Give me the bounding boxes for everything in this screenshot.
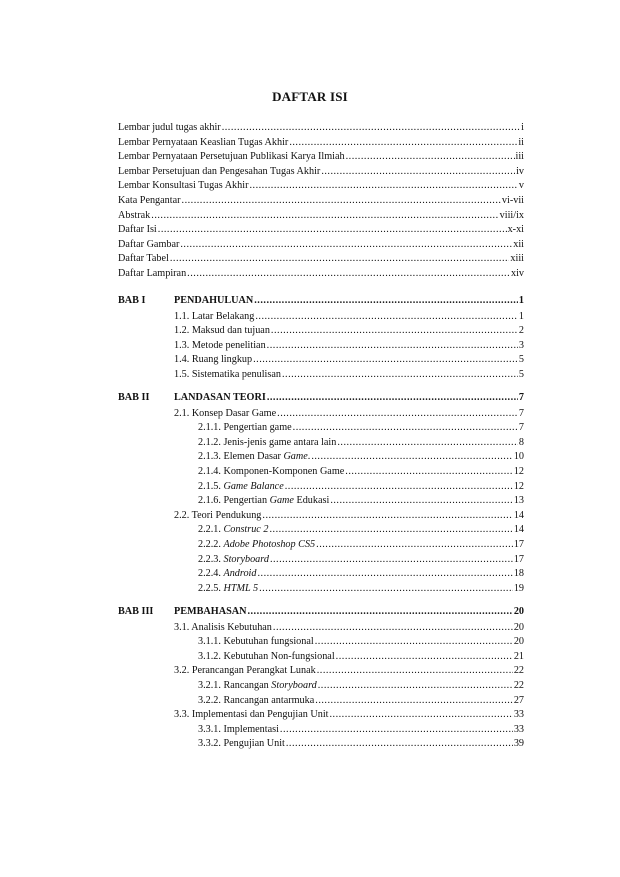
toc-page-number: 20 bbox=[513, 621, 524, 633]
toc-page-number: 18 bbox=[513, 568, 524, 580]
toc-entry-label: 3.1.2. Kebutuhan Non-fungsional bbox=[198, 650, 335, 662]
dot-leader bbox=[289, 136, 517, 149]
dot-leader bbox=[311, 450, 512, 463]
dot-leader bbox=[321, 165, 515, 178]
toc-entry-chapter bbox=[118, 294, 524, 307]
dot-leader bbox=[182, 194, 501, 207]
toc-entry-label: Daftar Tabel bbox=[118, 253, 169, 265]
toc-page-number: vi-vii bbox=[501, 195, 524, 206]
toc-entry-subsection bbox=[198, 450, 524, 463]
dot-leader bbox=[170, 252, 510, 265]
toc-page-number: 12 bbox=[513, 466, 524, 477]
toc-entry-label: 3.2.1. Rancangan Storyboard bbox=[198, 680, 317, 691]
toc-entry-label: 2.2.5. HTML 5 bbox=[198, 582, 259, 594]
toc-entry-label: 2.1.1. Pengertian game bbox=[198, 422, 292, 434]
toc-entry-label: Lembar Pernyataan Keaslian Tugas Akhir bbox=[118, 136, 289, 148]
toc-entry-front bbox=[118, 223, 524, 236]
toc-entry-subsection bbox=[198, 567, 524, 580]
toc-entry-label bbox=[118, 294, 253, 307]
toc-page-number: viii/ix bbox=[499, 209, 524, 221]
dot-leader bbox=[337, 436, 518, 449]
dot-leader bbox=[282, 368, 518, 381]
toc-entry-label: Lembar Konsultasi Tugas Akhir bbox=[118, 180, 249, 192]
toc-entry-label: 2.2.4. Android bbox=[198, 568, 257, 580]
dot-leader bbox=[329, 708, 512, 721]
toc-page-number: 21 bbox=[513, 650, 524, 662]
dot-leader bbox=[254, 294, 518, 307]
toc-entry-label: 3.2. Perancangan Perangkat Lunak bbox=[174, 665, 316, 677]
toc-entry-section bbox=[174, 664, 524, 677]
toc-entry-subsection bbox=[198, 538, 524, 551]
dot-leader bbox=[317, 664, 513, 677]
toc-entry-section bbox=[174, 621, 524, 634]
dot-leader bbox=[270, 553, 513, 566]
dot-leader bbox=[269, 523, 512, 536]
toc-entry-label: 1.2. Maksud dan tujuan bbox=[174, 325, 270, 337]
toc-entry-front bbox=[118, 165, 524, 178]
toc-page-number: 1 bbox=[518, 310, 524, 322]
toc-entry-label: 2.1.6. Pengertian Game Edukasi bbox=[198, 495, 330, 507]
toc-entry-label: 2.1.3. Elemen Dasar Game. bbox=[198, 451, 311, 463]
chapter-number: BAB III bbox=[118, 606, 154, 617]
toc-entry-section bbox=[174, 353, 524, 366]
dot-leader bbox=[253, 353, 518, 366]
toc-entry-label: Abstrak bbox=[118, 209, 151, 221]
toc-page-number: 20 bbox=[513, 636, 524, 648]
dot-leader bbox=[187, 267, 510, 280]
dot-leader bbox=[271, 324, 518, 337]
dot-leader bbox=[346, 150, 515, 163]
toc-entry-subsection bbox=[198, 650, 524, 663]
toc-entry-front bbox=[118, 252, 524, 265]
toc-page-number: 19 bbox=[513, 582, 524, 594]
toc-entry-subsection bbox=[198, 480, 524, 493]
toc-entry-label: 2.1.5. Game Balance bbox=[198, 480, 284, 492]
toc-entry-label: Lembar Pernyataan Persetujuan Publikasi Karya Ilmiah bbox=[118, 151, 345, 163]
dot-leader bbox=[286, 737, 513, 750]
chapter-number: BAB II bbox=[118, 392, 150, 403]
toc-entry-label: 3.3.1. Implementasi bbox=[198, 723, 279, 735]
dot-leader bbox=[318, 679, 513, 692]
toc-page-number: 22 bbox=[513, 680, 524, 691]
toc-page-number: 14 bbox=[513, 509, 524, 521]
toc-page-number: x-xi bbox=[507, 224, 524, 236]
dot-leader bbox=[262, 509, 512, 522]
toc-page-number: 1 bbox=[518, 295, 524, 306]
toc-page-number: 5 bbox=[518, 369, 524, 380]
toc-page-number: 27 bbox=[513, 694, 524, 706]
toc-entry-label: 2.1.4. Komponen-Komponen Game bbox=[198, 466, 345, 477]
toc-entry-front bbox=[118, 150, 524, 163]
toc-entry-section bbox=[174, 708, 524, 721]
toc-entry-label: 3.1. Analisis Kebutuhan bbox=[174, 621, 272, 633]
toc-entry-chapter bbox=[118, 605, 524, 618]
toc-entry-label: Daftar Lampiran bbox=[118, 268, 187, 279]
toc-page-number: xii bbox=[513, 238, 524, 250]
dot-leader bbox=[285, 480, 513, 493]
toc-entry-subsection bbox=[198, 436, 524, 449]
page-title: DAFTAR ISI bbox=[272, 89, 348, 104]
toc-page-number: xiii bbox=[510, 253, 524, 265]
toc-entry-subsection bbox=[198, 737, 524, 750]
dot-leader bbox=[247, 605, 512, 618]
toc-entry-label: 2.2.1. Construc 2 bbox=[198, 524, 269, 536]
toc-entry-label: 3.1.1. Kebutuhan fungsional bbox=[198, 636, 314, 648]
toc-entry-section bbox=[174, 310, 524, 323]
toc-entry-section bbox=[174, 324, 524, 337]
toc-entry-label: 3.3.2. Pengujian Unit bbox=[198, 738, 285, 750]
toc-entry-section bbox=[174, 509, 524, 522]
toc-entry-label: 2.2.2. Adobe Photoshop CS5 bbox=[198, 539, 316, 550]
toc-entry-front bbox=[118, 194, 524, 207]
chapter-title: LANDASAN TEORI bbox=[174, 392, 266, 403]
chapter-title: PENDAHULUAN bbox=[174, 295, 254, 306]
toc-entry-subsection bbox=[198, 694, 524, 707]
toc-page-number: 17 bbox=[513, 553, 524, 565]
toc-entry-subsection bbox=[198, 494, 524, 507]
toc-page-number: v bbox=[518, 180, 524, 192]
toc-entry-label: 2.1. Konsep Dasar Game bbox=[174, 407, 277, 419]
chapter-number: BAB I bbox=[118, 295, 146, 306]
dot-leader bbox=[267, 391, 518, 404]
toc-entry-subsection bbox=[198, 465, 524, 478]
dot-leader bbox=[257, 567, 512, 580]
toc-page-number: 14 bbox=[513, 524, 524, 536]
toc-page-number: 17 bbox=[513, 539, 524, 550]
toc-entry-section bbox=[174, 339, 524, 352]
toc-entry-label: Kata Pengantar bbox=[118, 195, 181, 206]
dot-leader bbox=[180, 238, 512, 251]
dot-leader bbox=[158, 223, 507, 236]
toc-entry-subsection bbox=[198, 553, 524, 566]
dot-leader bbox=[255, 310, 518, 323]
toc-page-number: 5 bbox=[518, 354, 524, 366]
toc-page-number: 33 bbox=[513, 723, 524, 735]
toc-page-number: 8 bbox=[518, 436, 524, 448]
toc-page-number: i bbox=[521, 122, 524, 133]
toc-entry-label: 2.2.3. Storyboard bbox=[198, 553, 269, 565]
dot-leader bbox=[316, 538, 513, 551]
toc-entry-chapter bbox=[118, 391, 524, 404]
toc-entry-subsection bbox=[198, 421, 524, 434]
toc-entry-label: 1.1. Latar Belakang bbox=[174, 310, 255, 322]
dot-leader bbox=[345, 465, 513, 478]
toc-entry-front bbox=[118, 179, 524, 192]
toc-entry-label: 3.3. Implementasi dan Pengujian Unit bbox=[174, 709, 329, 721]
toc-entry-front bbox=[118, 136, 524, 149]
toc-entry-subsection bbox=[198, 523, 524, 536]
toc-entry-label: Lembar Persetujuan dan Pengesahan Tugas Akhir bbox=[118, 165, 321, 177]
dot-leader bbox=[267, 339, 518, 352]
toc-entry-subsection bbox=[198, 635, 524, 648]
toc-entry-front bbox=[118, 121, 524, 134]
toc-page-number: 7 bbox=[518, 407, 524, 419]
toc-page-number: ii bbox=[518, 136, 524, 148]
dot-leader bbox=[277, 407, 518, 420]
toc-entry-label: Daftar Isi bbox=[118, 224, 157, 236]
dot-leader bbox=[259, 582, 513, 595]
toc-page-number: 7 bbox=[518, 422, 524, 434]
toc-page-number: iii bbox=[515, 151, 524, 163]
toc-entry-front bbox=[118, 267, 524, 280]
toc-entry-subsection bbox=[198, 679, 524, 692]
toc-entry-label: Lembar judul tugas akhir bbox=[118, 122, 221, 133]
toc-entry-label: 1.4. Ruang lingkup bbox=[174, 354, 253, 366]
toc-page-number: xiv bbox=[510, 268, 524, 279]
chapter-title: PEMBAHASAN bbox=[174, 606, 247, 617]
toc-entry-label: 3.2.2. Rancangan antarmuka bbox=[198, 694, 315, 706]
toc-page-number: 39 bbox=[513, 738, 524, 750]
dot-leader bbox=[315, 694, 513, 707]
toc-entry-label: 1.3. Metode penelitian bbox=[174, 339, 266, 351]
toc-page-number: 7 bbox=[518, 392, 524, 403]
toc-entry-label: 2.1.2. Jenis-jenis game antara lain bbox=[198, 436, 337, 448]
toc-entry-front bbox=[118, 209, 524, 222]
toc-entry-section bbox=[174, 368, 524, 381]
toc-page-number: iv bbox=[516, 165, 524, 177]
toc-page-number: 33 bbox=[513, 709, 524, 721]
toc-page-number: 2 bbox=[518, 325, 524, 337]
toc-page-number: 13 bbox=[513, 495, 524, 507]
toc-entry-subsection bbox=[198, 582, 524, 595]
dot-leader bbox=[273, 621, 513, 634]
toc-entry-section bbox=[174, 407, 524, 420]
dot-leader bbox=[293, 421, 518, 434]
dot-leader bbox=[336, 650, 513, 663]
dot-leader bbox=[315, 635, 513, 648]
toc-entry-label: 2.2. Teori Pendukung bbox=[174, 509, 262, 521]
toc-page-number: 10 bbox=[513, 451, 524, 463]
toc-entry-front bbox=[118, 238, 524, 251]
toc-entry-label bbox=[118, 605, 246, 618]
toc-page-number: 20 bbox=[513, 606, 524, 617]
toc-page-number: 12 bbox=[513, 480, 524, 492]
dot-leader bbox=[249, 179, 517, 192]
dot-leader bbox=[151, 209, 498, 222]
toc-page-number: 3 bbox=[518, 339, 524, 351]
toc-entry-subsection bbox=[198, 723, 524, 736]
dot-leader bbox=[330, 494, 513, 507]
dot-leader bbox=[280, 723, 513, 736]
toc-entry-label: 1.5. Sistematika penulisan bbox=[174, 369, 281, 380]
toc-entry-label: Daftar Gambar bbox=[118, 238, 180, 250]
dot-leader bbox=[222, 121, 520, 134]
toc-entry-label bbox=[118, 391, 266, 404]
toc-page-number: 22 bbox=[513, 665, 524, 677]
